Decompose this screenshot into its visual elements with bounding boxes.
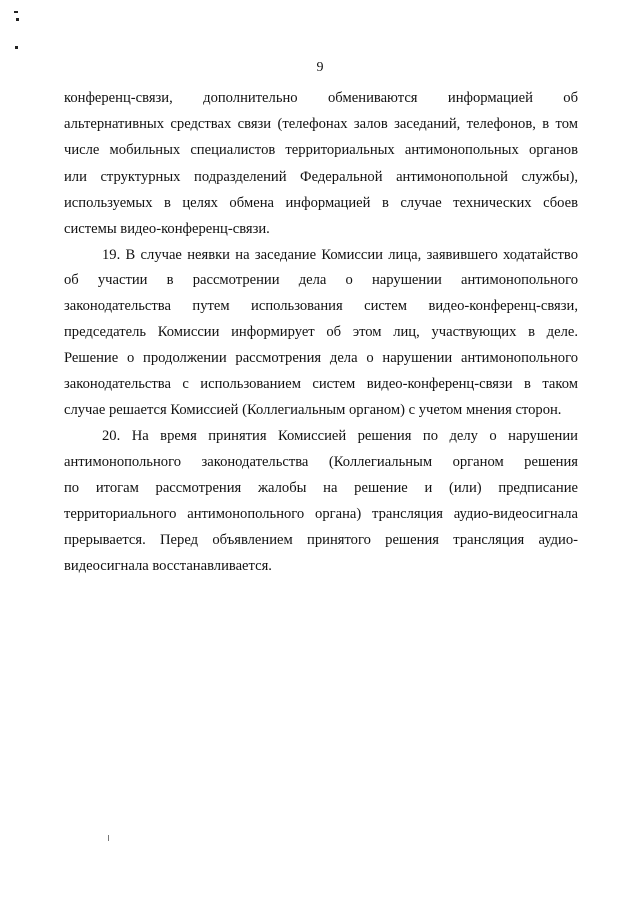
body-line: по итогам рассмотрения жалобы на решение и (или) предписание (64, 480, 578, 496)
body-line: используемых в целях обмена информацией в случае технических сбоев (64, 195, 578, 211)
body-line: Решение о продолжении рассмотрения дела о нарушении антимонопольного (64, 350, 578, 366)
body-line: законодательства с использованием систем видео-конференц-связи в таком (64, 376, 578, 392)
paragraph-20-first-line: 20. На время принятия Комиссией решения по делу о нарушении (102, 428, 578, 444)
body-line: антимонопольного законодательства (Коллегиальным органом решения (64, 454, 578, 470)
scan-mark-middle (16, 18, 19, 21)
body-line: территориального антимонопольного органа) трансляция аудио-видеосигнала (64, 506, 578, 522)
body-line: председатель Комиссии информирует об этом лиц, участвующих в деле. (64, 324, 578, 340)
body-line: или структурных подразделений Федеральной антимонопольной службы), (64, 169, 578, 185)
scan-mark-lower (15, 46, 18, 49)
body-line: системы видео-конференц-связи. (64, 221, 270, 237)
body-line: случае решается Комиссией (Коллегиальным органом) с учетом мнения сторон. (64, 402, 562, 418)
scan-mark-bottom (108, 835, 109, 841)
body-line: об участии в рассмотрении дела о нарушении антимонопольного (64, 272, 578, 288)
scan-mark-top (14, 11, 18, 13)
body-line: альтернативных средствах связи (телефонах залов заседаний, телефонов, в том (64, 116, 578, 132)
body-line: законодательства путем использования систем видео-конференц-связи, (64, 298, 578, 314)
page-number: 9 (316, 60, 324, 75)
body-line: числе мобильных специалистов территориальных антимонопольных органов (64, 142, 578, 158)
body-line: прерывается. Перед объявлением принятого решения трансляция аудио- (64, 532, 578, 548)
body-line: видеосигнала восстанавливается. (64, 558, 272, 574)
body-line: конференц-связи, дополнительно обмениваются информацией об (64, 90, 578, 106)
paragraph-19-first-line: 19. В случае неявки на заседание Комиссии лица, заявившего ходатайство (102, 247, 578, 263)
